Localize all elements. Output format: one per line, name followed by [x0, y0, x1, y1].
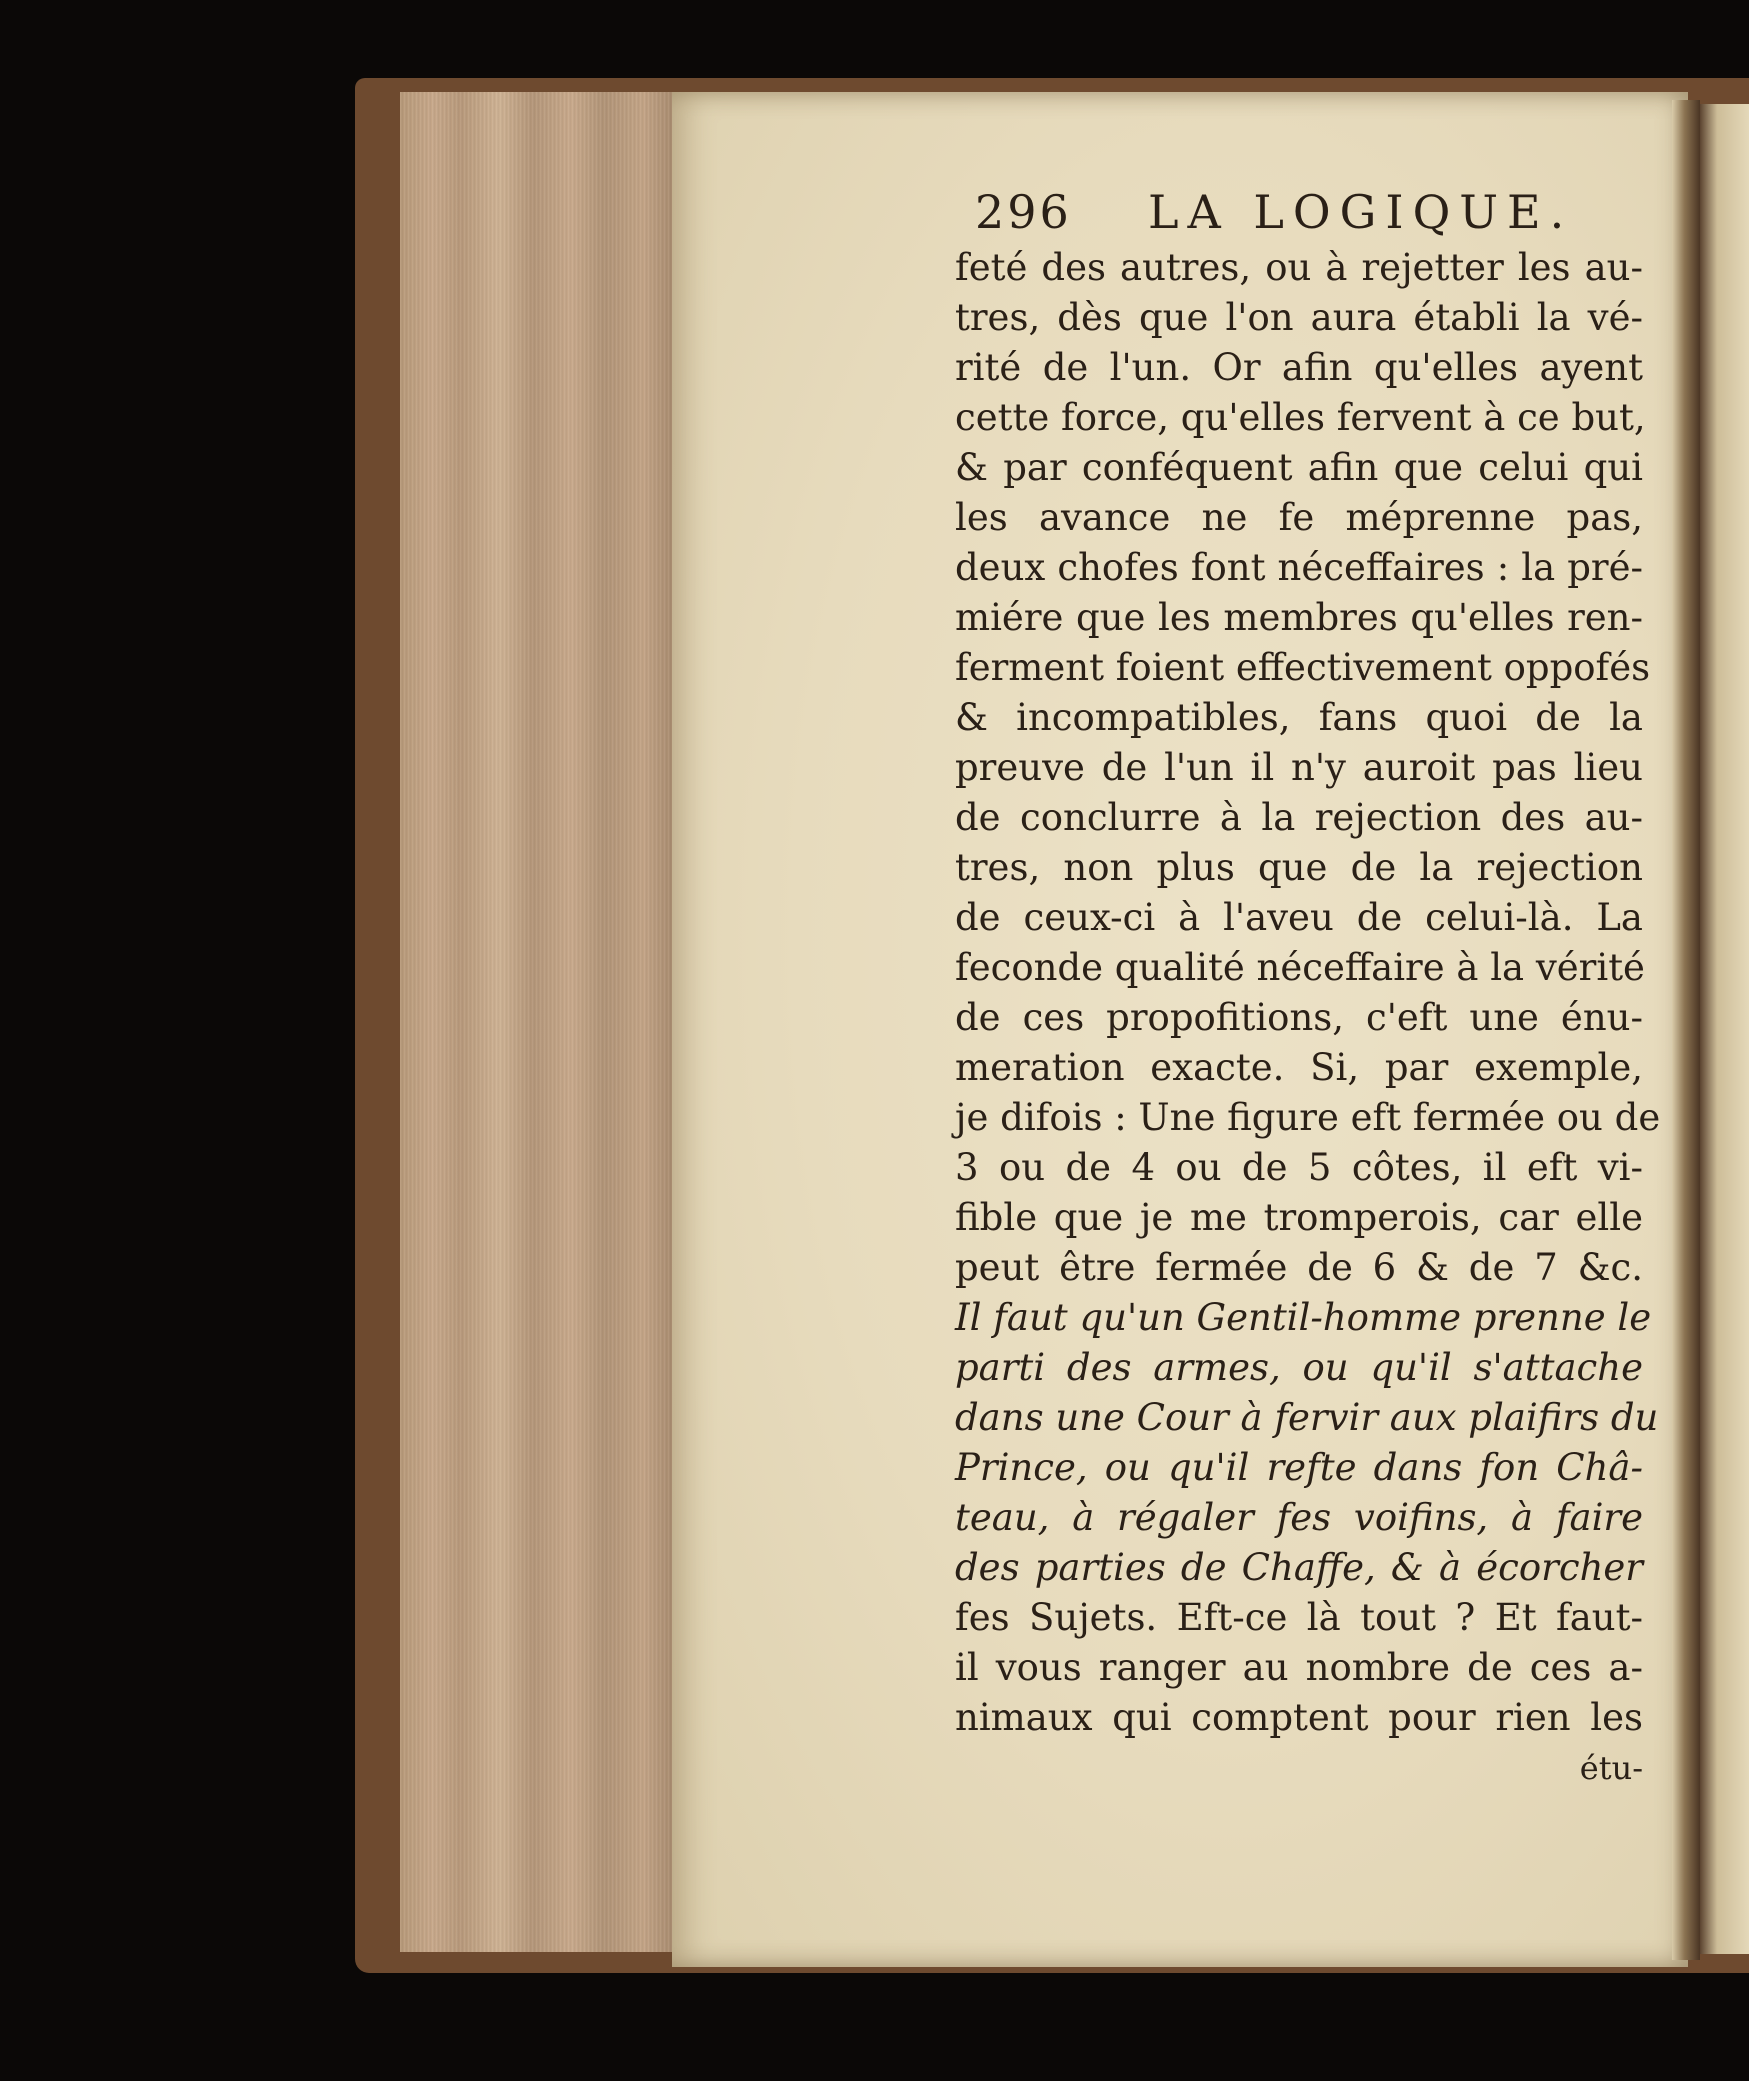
text-line: de ces propofitions, c'eft une énu- — [955, 996, 1643, 1039]
text-line: ferment foient effectivement oppofés — [955, 646, 1651, 689]
text-line: 3 ou de 4 ou de 5 côtes, il eft vi- — [955, 1146, 1643, 1189]
text-line: il vous ranger au nombre de ces a- — [955, 1646, 1643, 1689]
book-gutter — [1672, 100, 1700, 1960]
text-line: feté des autres, ou à rejetter les au- — [955, 246, 1643, 289]
text-line: parti des armes, ou qu'il s'attache — [955, 1346, 1643, 1389]
text-line: dans une Cour à fervir aux plaifirs du — [955, 1396, 1659, 1439]
text-line: tres, dès que l'on aura établi la vé- — [955, 296, 1643, 339]
page-recto-edge — [1700, 104, 1749, 1954]
text-line: miére que les membres qu'elles ren- — [955, 596, 1643, 639]
text-line: des parties de Chaffe, & à écorcher — [955, 1546, 1643, 1589]
text-line: feconde qualité néceffaire à la vérité — [955, 946, 1645, 989]
text-line: nimaux qui comptent pour rien les — [955, 1696, 1643, 1739]
running-title: LA LOGIQUE. — [1148, 185, 1574, 239]
text-line: fes Sujets. Eft-ce là tout ? Et faut- — [955, 1596, 1643, 1639]
text-line: tres, non plus que de la rejection — [955, 846, 1643, 889]
page-number: 296 — [975, 185, 1072, 239]
text-line: je difois : Une figure eft fermée ou de — [955, 1096, 1661, 1139]
body-text — [955, 243, 1661, 1793]
text-line: teau, à régaler fes voifins, à faire — [955, 1496, 1643, 1539]
page-text-area — [955, 175, 1661, 1793]
text-line: Il faut qu'un Gentil-homme prenne le — [955, 1296, 1652, 1339]
text-line: de ceux-ci à l'aveu de celui-là. La — [955, 896, 1643, 939]
text-line: fible que je me tromperois, car elle — [955, 1196, 1643, 1239]
text-line: & par conféquent afin que celui qui — [955, 446, 1643, 489]
text-line: peut être fermée de 6 & de 7 &c. — [955, 1246, 1643, 1289]
text-line: cette force, qu'elles fervent à ce but, — [955, 396, 1646, 439]
catchword: étu- — [1579, 1749, 1643, 1787]
text-line: meration exacte. Si, par exemple, — [955, 1046, 1643, 1089]
running-head — [955, 175, 1643, 243]
text-line: les avance ne fe méprenne pas, — [955, 496, 1643, 539]
page-edges — [400, 92, 676, 1952]
text-line: Prince, ou qu'il refte dans fon Châ- — [955, 1446, 1643, 1489]
text-line: & incompatibles, fans quoi de la — [955, 696, 1643, 739]
text-line: de conclurre à la rejection des au- — [955, 796, 1643, 839]
text-line: deux chofes font néceffaires : la pré- — [955, 546, 1643, 589]
text-line: preuve de l'un il n'y auroit pas lieu — [955, 746, 1643, 789]
text-line: rité de l'un. Or afin qu'elles ayent — [955, 346, 1643, 389]
